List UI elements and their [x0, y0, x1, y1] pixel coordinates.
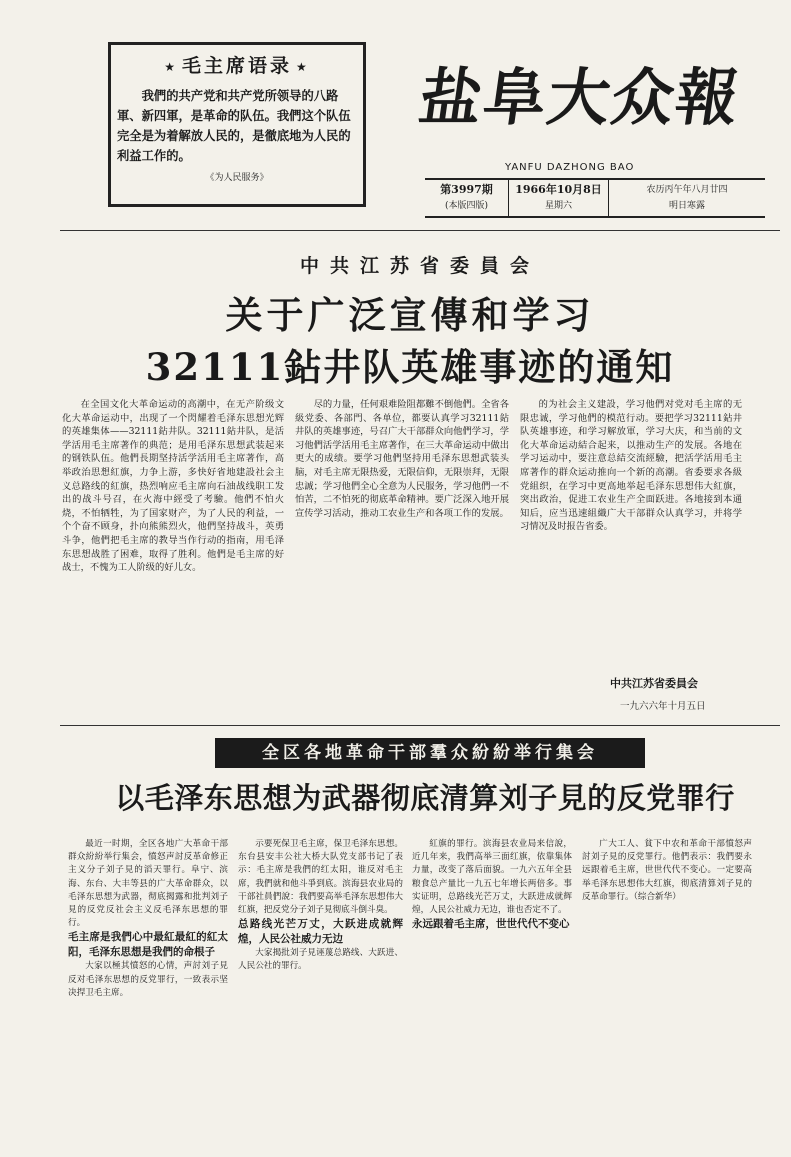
article1-column-1 — [62, 398, 284, 710]
article2-subhead: 总路线光芒万丈，大跃进成就辉煌，人民公社威力无边 — [238, 918, 403, 946]
article2-column-2 — [238, 838, 403, 1138]
issue-date: 1966年10月8日 — [515, 183, 602, 196]
article1-sign-date: 一九六六年十月五日 — [620, 701, 706, 712]
article1-text: 的为社会主义建設，学习他們对党对毛主席的无限忠诚，学习他們的模范行动。要把学习32111鉆井队英雄事迹，和学习解放軍，学习大庆，和当前的文化大革命运动結合起来，以推动生产的发展。各地在学习运动中，要注意总結交流經驗，把活学活用毛主席著作的群众运动推向一个新的高潮。省委要求各級党組织，在学习中更高地举起毛泽东思想伟大紅旗，突出政治，促进工农业生产全面跃进。各地接到本通知后，应当迅速組織广大干部群众认真学习，并将学习情况及时报告省委。 — [520, 399, 742, 533]
article2-column-1 — [68, 838, 228, 1138]
divider — [60, 725, 780, 726]
masthead-pinyin: YANFU DAZHONG BAO — [505, 162, 635, 173]
article2-text: 紅旗的罪行。滨海县农业局来信說，近几年来，我們高举三面红旗，依靠集体力量，改变了落后面貌。一九六五年全县粮食总产量比一九五七年增长两倍多。事实证明，总路线光芒万丈，大跃进成就辉煌，人民公社威力无边，谁也否定不了。 — [412, 839, 572, 916]
quotation-title-text: 毛主席语录 — [181, 55, 292, 77]
solar-term: 明日寒露 — [668, 201, 705, 211]
quotation-box — [108, 42, 366, 207]
issue-number-cell — [425, 180, 509, 216]
article1-title-line1: 关于广泛宣傳和学习 — [225, 293, 595, 337]
article2-column-3 — [412, 838, 572, 1138]
article2-text: 广大工人、貧下中农和革命干部憤怒声討刘子見的反党罪行。他們表示：我們要永远跟着毛主席，世世代代不变心。一定要高举毛泽东思想伟大红旗，彻底清算刘子見的反革命罪行。（综合新华） — [582, 839, 752, 902]
article2-column-4 — [582, 838, 752, 1138]
masthead-title: 盐阜大众報 — [414, 61, 746, 134]
lunar-cell — [609, 180, 765, 216]
article2-title: 以毛泽东思想为武器彻底清算刘子見的反党罪行 — [115, 781, 735, 815]
article2-text: 最近一时期，全区各地广大革命干部群众紛紛举行集会，憤怒声討反革命修正主义分子刘子見的滔天罪行。阜宁、滨海、东台、大丰等县的广大革命群众，以毛泽东思想为武器，彻底揭露和批判刘子見的反党反社会主义反毛泽东思想的罪行。 — [68, 839, 228, 929]
issue-weekday: 星期六 — [544, 201, 572, 211]
article1-issuer: 中共江苏省委員会 — [299, 255, 540, 277]
article2-subhead: 永远跟着毛主席，世世代代不变心 — [412, 918, 570, 931]
article2-text: 大家以極其憤怒的心情，声討刘子見反对毛泽东思想的反党罪行，一致表示坚决捍卫毛主席。 — [68, 961, 228, 998]
date-cell — [509, 180, 609, 216]
quotation-source: 《为人民服务》 — [205, 173, 269, 183]
quotation-text: 我們的共产党和共产党所领导的八路軍、新四軍，是革命的队伍。我們这个队伍完全是为着解放人民的，是徹底地为人民的利益工作的。 — [117, 89, 351, 163]
edition-note: (本版四版) — [444, 201, 489, 211]
article2-text: 大家揭批刘子見诬蔑总路线、大跃进、人民公社的罪行。 — [238, 948, 403, 972]
article1-column-3 — [520, 398, 742, 666]
article2-text: 示要死保卫毛主席，保卫毛泽东思想。东台县安丰公社大桥大队党支部书记了表示：毛主席是我們的红太阳，谁反对毛主席，我們就和他斗爭到底。滨海县农业局的干部社員們說：我們要高举毛泽东思想伟大红旗，把反党分子刘子見彻底斗倒斗臭。 — [238, 839, 403, 916]
star-icon: ★ — [296, 59, 310, 74]
divider — [60, 230, 780, 231]
article1-text: 尽的力量，任何艰难险阻都難不倒他們。全省各級党委、各部門、各单位，都要认真学习32111鉆井队的英雄事迹，号召广大干部群众向他們学习，学习他們活学活用毛主席著作，在三大革命运动中做出更大的成绩。要学习他們坚持用毛泽东思想武装头脑，对毛主席无限热爱，无限信仰，无限崇拜，无限忠誠；学习他們全心全意为人民服务，学习他們一不怕苦，二不怕死的彻底革命精神。要广泛深入地开展宣传学习活动，推动工农业生产和各项工作的发展。 — [295, 399, 509, 519]
issue-number: 第3997期 — [440, 183, 493, 196]
star-icon: ★ — [164, 59, 178, 74]
article1-text: 在全国文化大革命运动的高潮中，在无产阶级文化大革命运动中，出现了一个閃耀着毛泽东思想光辉的英雄集体——32111鉆井队。32111鉆井队，是活学活用毛主席著作的典范；是用毛泽东思想武装起来的钢铁队伍。他們長期坚持活学活用毛主席著作，高举政治思想紅旗，力争上游，多快好省地建設社会主义总路线的紅旗，热烈响应毛主席向石油战线职工发出的战斗号召，在火海中經受了考驗。他們不怕火烧，不怕牺牲，为了国家财产，为了人民的利益，一个个奋不顾身，扑向熊熊烈火，他們坚持战斗，英勇斗争，他們把毛主席的教导当作行动的指南，用毛泽东思想战胜了困难，取得了胜利。他們是毛主席的好战士，不愧为工人阶级的好儿女。 — [62, 399, 284, 574]
quotation-title — [117, 51, 357, 78]
lunar-date: 农历丙午年八月廿四 — [646, 185, 728, 195]
article2-banner: 全区各地革命干部羣众紛紛举行集会 — [215, 738, 645, 768]
article1-signature: 中共江苏省委員会 — [610, 677, 698, 690]
article2-subhead: 毛主席是我們心中最紅最紅的紅太阳，毛泽东思想是我們的命根子 — [68, 931, 228, 959]
issue-info — [425, 178, 765, 218]
article1-column-2 — [295, 398, 509, 710]
article1-title-line2: 32111鉆井队英雄事迹的通知 — [145, 345, 675, 389]
